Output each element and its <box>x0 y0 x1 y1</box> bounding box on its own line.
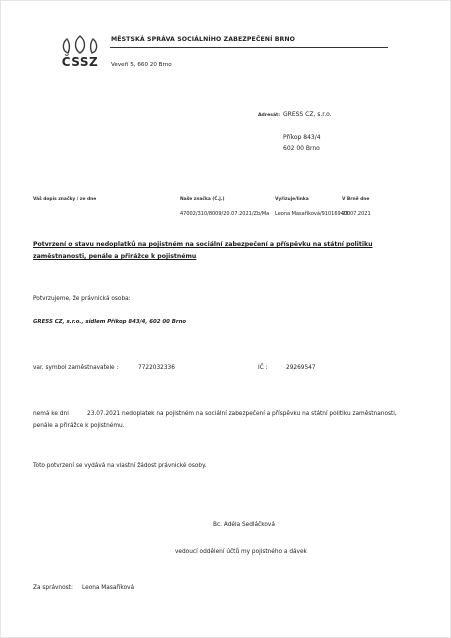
intro-text: Potvrzujeme, že právnická osoba: <box>33 296 131 302</box>
institution-name: MĚSTSKÁ SPRÁVA SOCIÁLNÍHO ZABEZPEČENÍ BRNO <box>111 36 296 43</box>
verified-by-label: Za správnost: <box>33 585 73 591</box>
handled-by-value: Leona Masaříková/910169400 <box>275 211 351 217</box>
verified-by-name: Leona Masaříková <box>82 585 135 591</box>
confirmation-text: 23.07.2021 nedoplatek na pojistném na sociální zabezpečení a příspěvku na státní politiku zaměstnanosti, penále a přirážce k pojistnému. <box>33 411 397 429</box>
document-subject: Potvrzení o stavu nedoplatků na pojistném na sociální zabezpečení a příspěvku na státní politiku zaměstnanosti, penále a přirážce k pojistnému <box>33 241 373 260</box>
cssz-leaf-logo-icon <box>58 33 102 77</box>
var-symbol-value: 7722032336 <box>138 365 175 371</box>
place-date-value: 23.07.2021 <box>342 211 371 217</box>
signatory-role: vedoucí oddělení účtů my pojistného a dávek <box>175 549 307 555</box>
confirmation-label: nemá ke dni <box>33 411 69 417</box>
recipient-city: 602 00 Brno <box>283 145 320 152</box>
recipient-street: Příkop 843/4 <box>283 134 321 141</box>
place-date-label: V Brně dne <box>342 197 370 202</box>
recipient-label: Adresát: <box>258 113 281 118</box>
var-symbol-label: var. symbol zaměstnavatele : <box>33 365 119 371</box>
confirmation-paragraph <box>33 408 403 432</box>
logo-text: ČSSZ <box>61 55 99 69</box>
ic-label: IČ : <box>258 365 268 371</box>
issued-note: Toto potvrzení se vydává na vlastní žádost právnické osoby. <box>33 463 207 469</box>
recipient-name: GRESS CZ, s.r.o. <box>283 111 332 118</box>
handled-by-label: Vyřizuje/linka <box>275 197 309 202</box>
signatory-name: Bc. Adéla Sedláčková <box>213 522 275 528</box>
ic-value: 29269547 <box>286 365 316 371</box>
company-identification: GRESS CZ, s.r.o., sídlem Příkop 843/4, 602 00 Brno <box>33 319 187 325</box>
our-ref-label: Naše značka (Č.j.) <box>180 197 225 202</box>
your-letter-label: Váš dopis značky / ze dne <box>33 197 97 202</box>
our-ref-value: 47002/310/8009/20.07.2021/Zb/Ma <box>180 211 270 217</box>
header-divider <box>110 47 388 48</box>
institution-address: Veveří 5, 660 20 Brno <box>111 62 172 68</box>
